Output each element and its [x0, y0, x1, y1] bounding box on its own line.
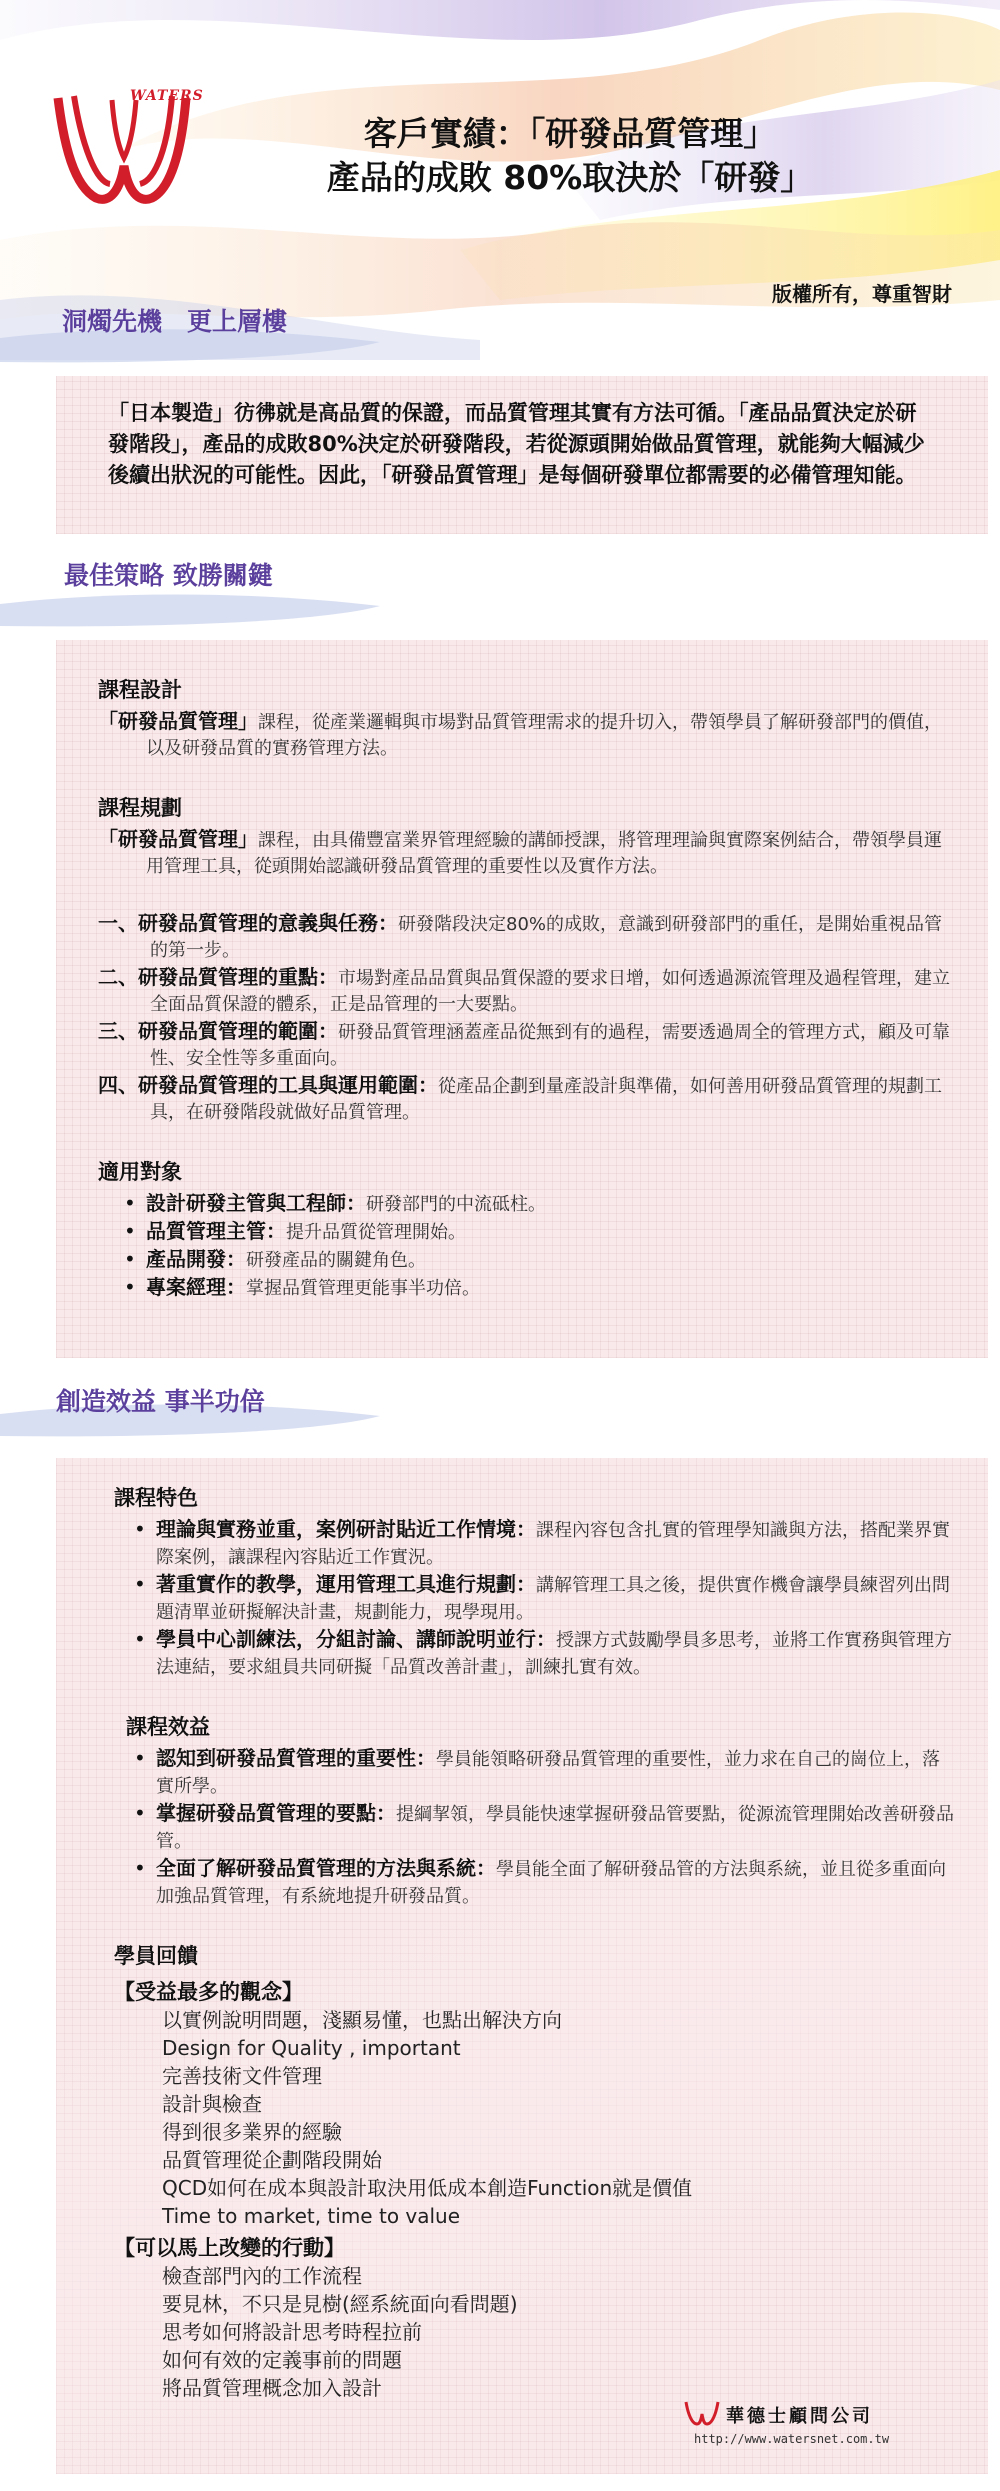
features-block: [114, 1482, 954, 2402]
list-item: 以實例說明問題，淺顯易懂，也點出解決方向: [162, 2008, 562, 2032]
list-item: • 掌握研發品質管理的要點：提綱挈領，學員能快速掌握研發品管要點，從源流管理開始改善研發品管。: [130, 1800, 954, 1855]
waters-logo-small-icon: [684, 2400, 720, 2428]
section-heading-strategy: 最佳策略 致勝關鍵: [64, 561, 273, 590]
list-item: 要見林，不只是見樹(經系統面向看問題): [162, 2292, 518, 2316]
section-heading-insight: 洞燭先機 更上層樓: [62, 307, 288, 336]
list-item: • 全面了解研發品質管理的方法與系統：學員能全面了解研發品管的方法與系統，並且從多重面向加強品質管理，有系統地提升研發品質。: [130, 1855, 954, 1910]
course-plan-text: [98, 826, 958, 880]
list-item: • 認知到研發品質管理的重要性：學員能領略研發品質管理的重要性，並力求在自己的崗位上，落實所學。: [130, 1745, 954, 1800]
module-item: 三、研發品質管理的範圍：研發品質管理涵蓋產品從無到有的過程，需要透過周全的管理方式，顧及可靠性、安全性等多重面向。: [98, 1019, 950, 1069]
course-design-title: 課程設計: [98, 678, 182, 702]
audience-list: [120, 1190, 958, 1302]
course-design-desc: 課程，從產業邏輯與市場對品質管理需求的提升切入，帶領學員了解研發部門的價值，以及研發品質的實務管理方法。: [146, 712, 942, 759]
footer-url[interactable]: http://www.watersnet.com.tw: [694, 2432, 890, 2446]
feedback-title: 學員回饋: [114, 1944, 198, 1968]
course-plan-title: 課程規劃: [98, 796, 182, 820]
feedback-group1-list: [162, 2006, 954, 2230]
benefits-title: 課程效益: [126, 1715, 210, 1739]
list-item: 檢查部門內的工作流程: [162, 2264, 362, 2288]
list-item: 完善技術文件管理: [162, 2064, 322, 2088]
list-item: Design for Quality , important: [162, 2036, 461, 2060]
list-item: • 設計研發主管與工程師：研發部門的中流砥柱。: [120, 1190, 958, 1218]
module-list: [98, 910, 958, 1126]
course-design-block: [98, 674, 958, 1302]
list-item: 設計與檢查: [162, 2092, 262, 2116]
list-item: 思考如何將設計思考時程拉前: [162, 2320, 422, 2344]
footer-company-logo: [684, 2398, 924, 2454]
module-item: 二、研發品質管理的重點：市場對產品品質與品質保證的要求日增，如何透過源流管理及過程管理，建立全面品質保證的體系，正是品管理的一大要點。: [98, 965, 950, 1015]
list-item: • 理論與實務並重，案例研討貼近工作情境：課程內容包含扎實的管理學知識與方法，搭配業界實際案例，讓課程內容貼近工作實況。: [130, 1516, 954, 1571]
feedback-group2-list: [162, 2262, 954, 2402]
benefits-list: [130, 1745, 954, 1910]
course-design-text: [98, 708, 958, 762]
list-item: • 著重實作的教學，運用管理工具進行規劃：講解管理工具之後，提供實作機會讓學員練習列出問題清單並研擬解決計畫，規劃能力，現學現用。: [130, 1571, 954, 1626]
list-item: 得到很多業界的經驗: [162, 2120, 342, 2144]
features-list: [130, 1516, 954, 1681]
footer-company-name: 華德士顧問公司: [726, 2406, 873, 2427]
list-item: • 產品開發：研發產品的關鍵角色。: [120, 1246, 958, 1274]
list-item: QCD如何在成本與設計取決用低成本創造Function就是價值: [162, 2176, 693, 2200]
audience-title: 適用對象: [98, 1160, 182, 1184]
list-item: 如何有效的定義事前的問題: [162, 2348, 402, 2372]
intro-paragraph: 「日本製造」彷彿就是高品質的保證，而品質管理其實有方法可循。「產品品質決定於研發階段」，產品的成敗80%決定於研發階段，若從源頭開始做品質管理，就能夠大幅減少後續出狀況的可能性。因此，「研發品質管理」是每個研發單位都需要的必備管理知能。: [108, 401, 925, 487]
feedback-group1-title: 【受益最多的觀念】: [114, 1980, 303, 2004]
module-item: 一、研發品質管理的意義與任務：研發階段決定80%的成敗，意識到研發部門的重任，是開始重視品管的第一步。: [98, 911, 943, 961]
list-item: • 品質管理主管：提升品質從管理開始。: [120, 1218, 958, 1246]
feedback-group2-title: 【可以馬上改變的行動】: [114, 2236, 345, 2260]
page-title-line1: 客戶實績：「研發品質管理」: [363, 114, 777, 153]
course-plan-key: 「研發品質管理」: [98, 827, 258, 851]
module-item: 四、研發品質管理的工具與運用範圍：從產品企劃到量產設計與準備，如何善用研發品質管理的規劃工具，在研發階段就做好品質管理。: [98, 1073, 942, 1123]
course-plan-desc: 課程，由具備豐富業界管理經驗的講師授課，將管理理論與實際案例結合，帶領學員運用管理工具，從頭開始認識研發品質管理的重要性以及實作方法。: [146, 830, 942, 877]
page-title-line2: 產品的成敗 80%取決於「研發」: [326, 158, 814, 197]
section-heading-benefits: 創造效益 事半功倍: [56, 1387, 265, 1416]
course-design-key: 「研發品質管理」: [98, 709, 258, 733]
features-title: 課程特色: [114, 1486, 198, 1510]
list-item: • 專案經理：掌握品質管理更能事半功倍。: [120, 1274, 958, 1302]
copyright-notice: 版權所有，尊重智財: [772, 282, 952, 306]
list-item: 品質管理從企劃階段開始: [162, 2148, 382, 2172]
waters-logo-mark: [52, 86, 212, 216]
waters-logo: [52, 86, 212, 216]
list-item: Time to market, time to value: [162, 2204, 461, 2228]
list-item: 將品質管理概念加入設計: [162, 2376, 382, 2400]
logo-wordmark: WATERS: [130, 88, 204, 104]
list-item: • 學員中心訓練法，分組討論、講師說明並行：授課方式鼓勵學員多思考，並將工作實務與管理方法連結，要求組員共同研擬「品質改善計畫」，訓練扎實有效。: [130, 1626, 954, 1681]
